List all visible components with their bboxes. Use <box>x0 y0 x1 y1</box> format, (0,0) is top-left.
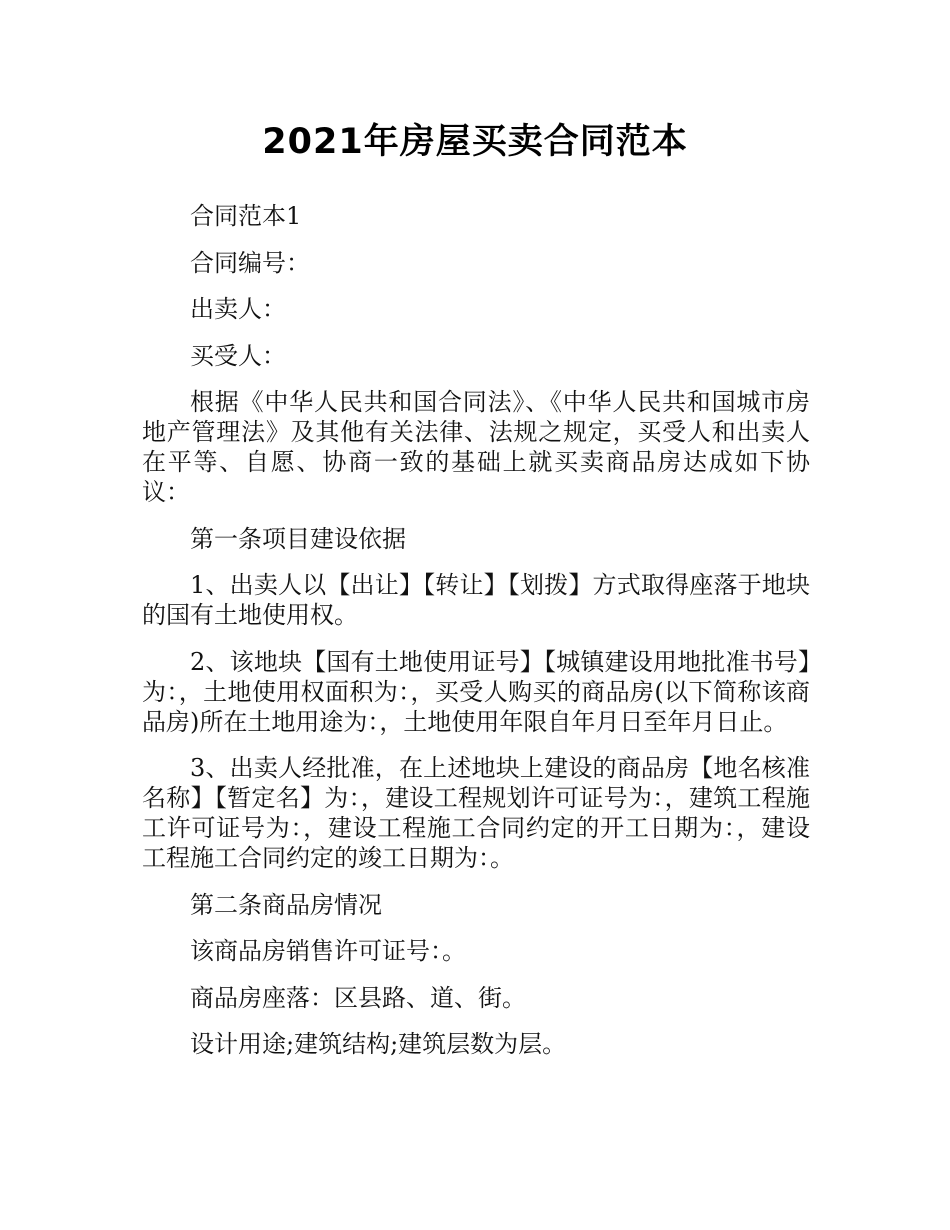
paragraph-article-1-item-3: 3、出卖人经批准，在上述地块上建设的商品房【地名核准名称】【暂定名】为：，建设工程规划许可证号为：，建筑工程施工许可证号为：，建设工程施工合同约定的开工日期为：，建设工程施工合同约定的竣工日期为：。 <box>142 754 810 872</box>
document-body <box>142 201 810 1076</box>
paragraph-design-use: 设计用途;建筑结构;建筑层数为层。 <box>190 1030 567 1058</box>
paragraph-seller: 出卖人： <box>190 295 286 323</box>
paragraph-template-number: 合同范本1 <box>190 202 302 230</box>
paragraph-article-1-heading: 第一条项目建设依据 <box>190 524 406 553</box>
paragraph-location: 商品房座落：区县路、道、街。 <box>190 983 526 1012</box>
paragraph-sales-permit: 该商品房销售许可证号：。 <box>190 937 466 965</box>
document-title: 2021年房屋买卖合同范本 <box>262 122 688 162</box>
paragraph-article-2-heading: 第二条商品房情况 <box>190 890 382 919</box>
paragraph-article-1-item-2: 2、该地块【国有土地使用证号】【城镇建设用地批准书号】为：，土地使用权面积为：，买受人购买的商品房(以下简称该商品房)所在土地用途为：，土地使用年限自年月日至年月日止。 <box>142 647 810 736</box>
paragraph-contract-number: 合同编号： <box>190 248 310 277</box>
paragraph-article-1-item-1: 1、出卖人以【出让】【转让】【划拨】方式取得座落于地块的国有土地使用权。 <box>142 571 810 629</box>
paragraph-preamble: 根据《中华人民共和国合同法》、《中华人民共和国城市房地产管理法》及其他有关法律、法规之规定，买受人和出卖人在平等、自愿、协商一致的基础上就买卖商品房达成如下协议： <box>142 388 810 506</box>
paragraph-buyer: 买受人： <box>190 341 286 370</box>
